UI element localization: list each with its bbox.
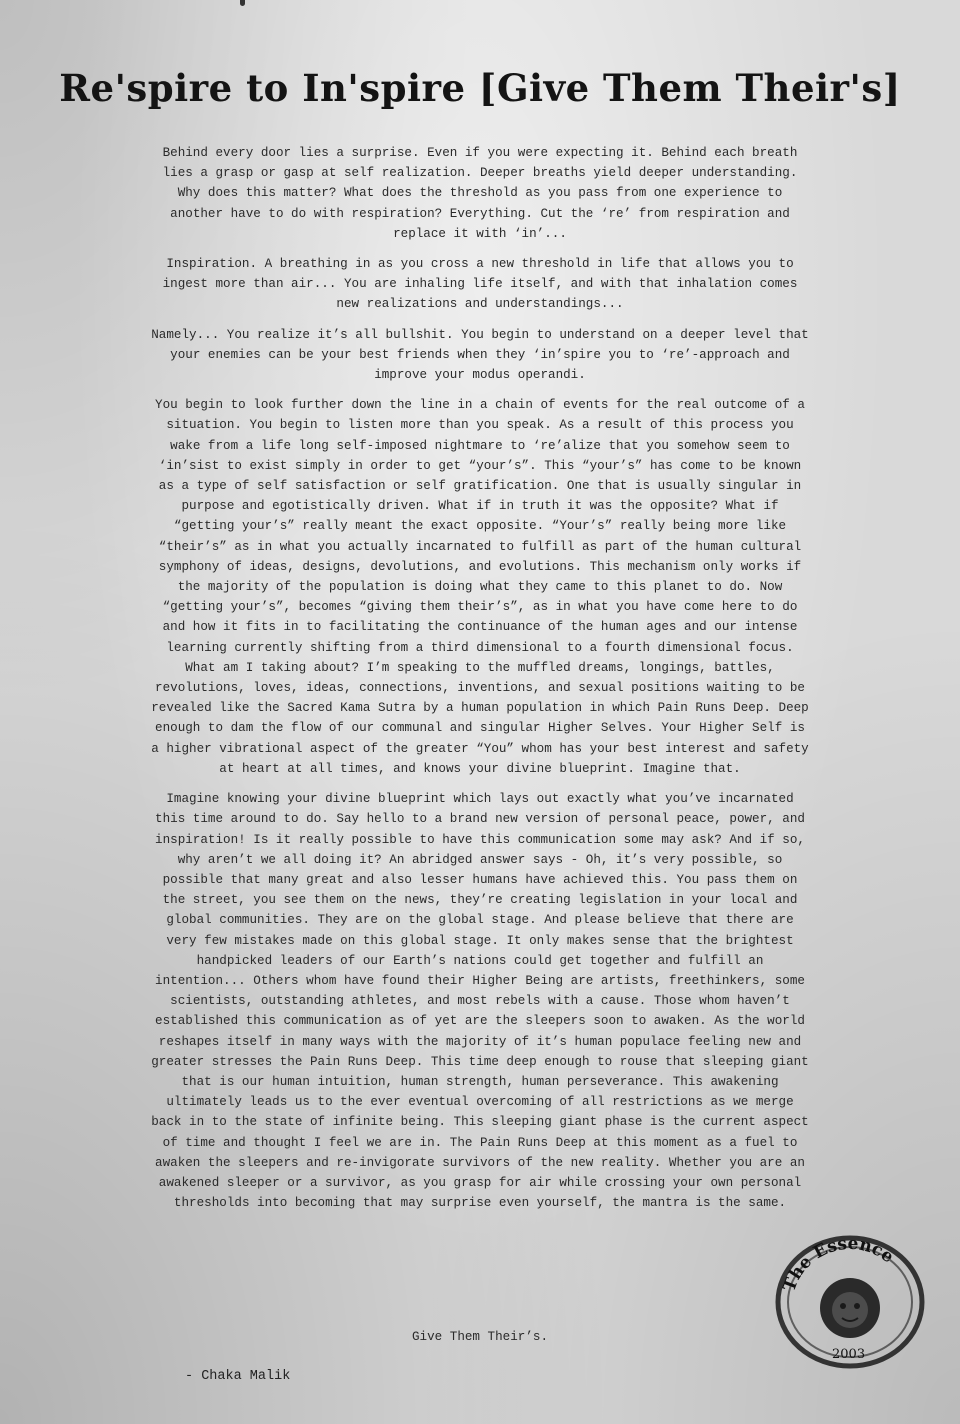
stamp-text: The Essence [779, 1233, 898, 1295]
essay-paragraph: Imagine knowing your divine blueprint which lays out exactly what you’ve incarnated this time around to do. Say hello to a brand new version of personal peace, power, and inspiration! Is it really possible to have this communication some may ask? And if so, why aren’t we all doing it? An abridged answer says - Oh, it’s very possible, so possible that many great and also lesser humans have achieved this. You pass them on the street, you see them on the news, they’re creating legislation in your local and global communities. They are on the global stage. And please believe that there are very few mistakes made on this global stage. It only makes sense that the brightest handpicked leaders of our Earth’s nations could get together and fulfill an intention... Others whom have found their Higher Being are artists, freethinkers, some scientists, outstanding athletes, and most rebels with a cause. Those whom haven’t established this communication as of yet are the sleepers soon to awaken. As the world reshapes itself in many ways with the majority of it’s human populace feeling new and greater stresses the Pain Runs Deep. This time deep enough to rouse that sleeping giant that is our human intuition, human strength, human perseverance. This awakening ultimately leads us to the ever eventual overcoming of all restrictions as we merge back in to the state of infinite being. This sleeping giant phase is the current aspect of time and thought I feel we are in. The Pain Runs Deep at this moment as a fuel to awaken the sleepers and re-invigorate survivors of the new reality. Whether you are an awakened sleeper or a survivor, as you grasp for air while crossing your own personal thresholds into becoming that may surprise even yourself, the mantra is the same. [151, 792, 809, 1211]
closing-line: Give Them Their’s. [411, 1330, 549, 1344]
stamp-year: 2003 [832, 1347, 866, 1362]
essay-paragraph: Namely... You realize it’s all bullshit. You begin to understand on a deeper level that your enemies can be your best friends when they ‘in’spire you to ‘re’-approach and improve your modus operandi. [151, 327, 809, 383]
author-signature: - Chaka Malik [185, 1369, 291, 1384]
the-essence-stamp [762, 1222, 936, 1372]
ink-mark [240, 0, 245, 6]
page-title: Re'spire to In'spire [Give Them Their's] [59, 66, 901, 110]
essay-paragraph: Inspiration. A breathing in as you cross a new threshold in life that allows you to ingest more than air... You are inhaling life itself, and with that inhalation comes new realizations and understandings... [162, 257, 798, 312]
essay-paragraph: You begin to look further down the line in a chain of events for the real outcome of a situation. You begin to listen more than you speak. As a result of this process you wake from a life long self-imposed nightmare to ‘re’alize that you somehow seem to ‘in’sist to exist simply in order to get “your’s”. This “your’s” has come to be known as a type of self satisfaction or self gratification. One that is usually singular in purpose and egotistically driven. What if in truth it was the opposite? What if “getting your’s” really meant the exact opposite. “Your’s” really being more like “their’s” as in what you actually incarnated to fulfill as part of the human cultural symphony of ideas, designs, devolutions, and evolutions. This mechanism only works if the majority of the population is doing what they came to this planet to do. Now “getting your’s”, becomes “giving them their’s”, as in what you have come here to do and how it fits in to facilitating the continuance of the human ages and our intense learning currently shifting from a third dimensional to a fourth dimensional focus. What am I taking about? I’m speaking to the muffled dreams, longings, battles, revolutions, loves, ideas, connections, inventions, and sexual positions waiting to be revealed like the Sacred Kama Sutra by a human population in which Pain Runs Deep. Deep enough to dam the flow of our communal and singular Higher Selves. Your Higher Self is a higher vibrational aspect of the greater “You” whom has your best interest and safety at heart at all times, and knows your divine blueprint. Imagine that. [151, 398, 809, 776]
essay-body [150, 143, 810, 1223]
essay-paragraph: Behind every door lies a surprise. Even if you were expecting it. Behind each breath lies a grasp or gasp at self realization. Deeper breaths yield deeper understanding. Why does this matter? What does the threshold as you pass from one experience to another have to do with respiration? Everything. Cut the ‘re’ from respiration and replace it with ‘in’... [162, 146, 798, 241]
